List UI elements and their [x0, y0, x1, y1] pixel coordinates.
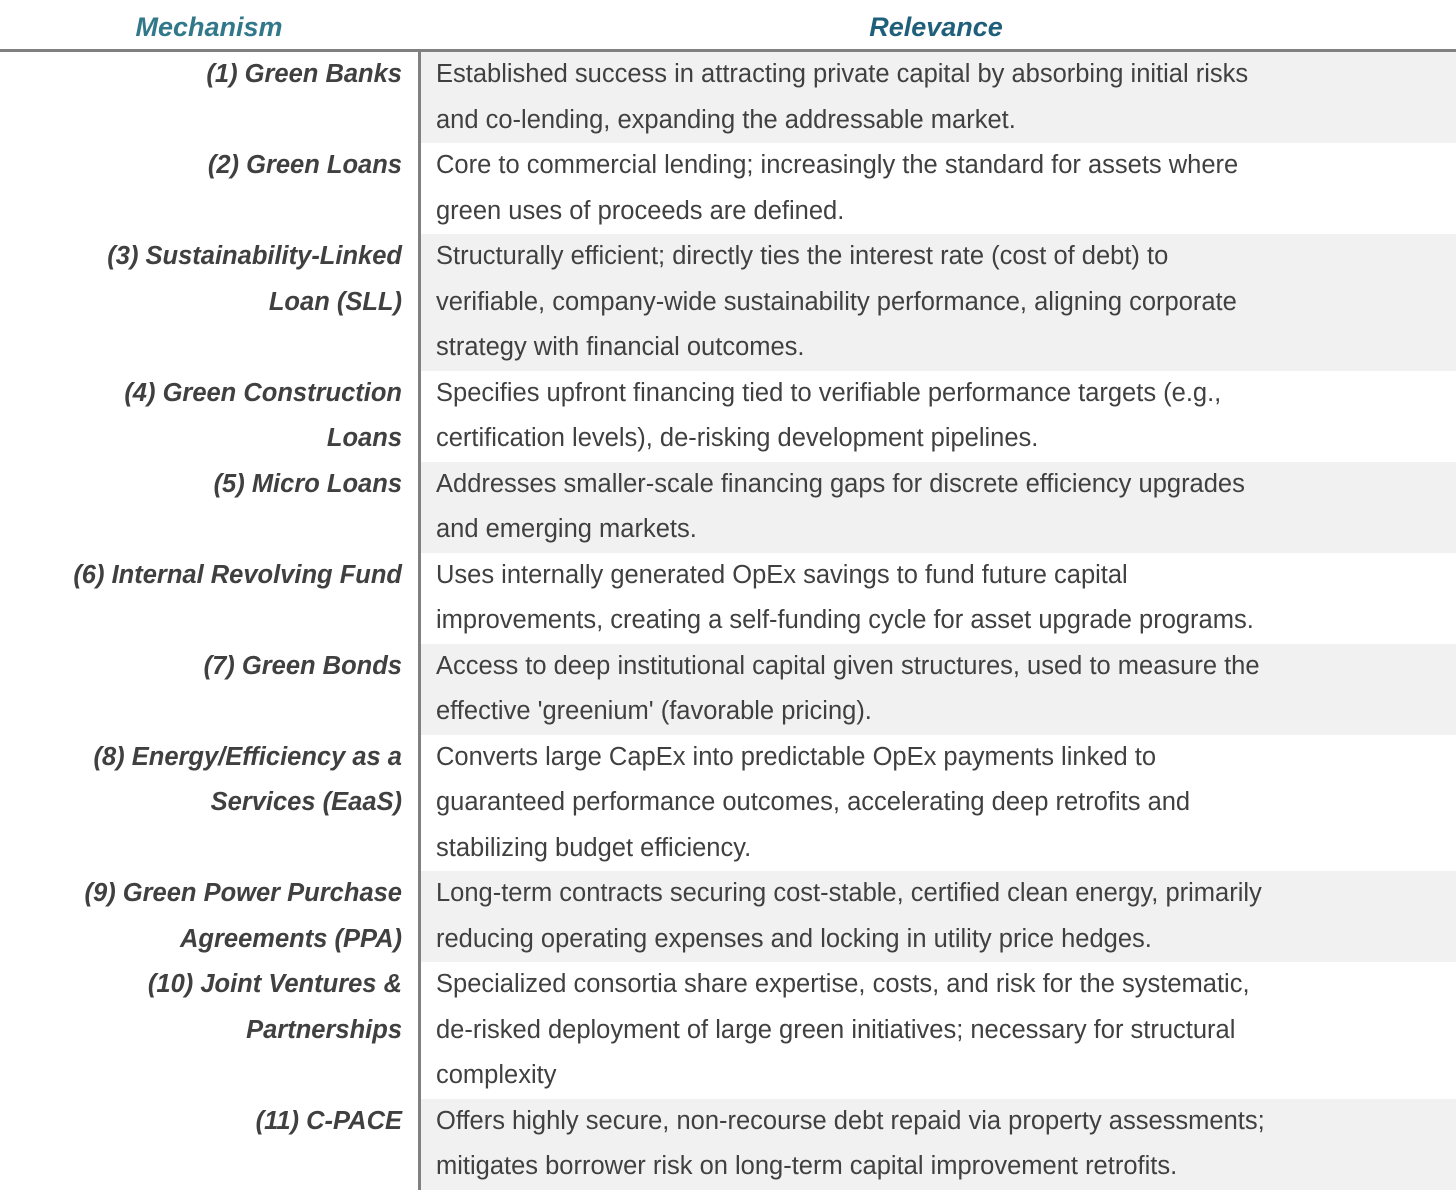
header-relevance: Relevance — [869, 12, 1003, 42]
relevance-cell — [421, 234, 1456, 371]
mechanism-line: Loan (SLL) — [268, 287, 402, 316]
relevance-line: and emerging markets. — [436, 515, 697, 543]
table-body — [0, 52, 1456, 1190]
relevance-cell — [421, 553, 1456, 644]
header-divider — [0, 49, 1456, 52]
relevance-line: Established success in attracting private capital by absorbing initial risks — [436, 60, 1249, 88]
mechanism-line: Agreements (PPA) — [180, 924, 402, 953]
mechanism-line: Services (EaaS) — [210, 788, 402, 816]
relevance-line: reducing operating expenses and locking in utility price hedges. — [436, 924, 1152, 953]
mechanism-line: Loans — [326, 424, 402, 452]
table-row — [0, 52, 1456, 143]
relevance-line: green uses of proceeds are defined. — [436, 196, 845, 225]
relevance-line: Converts large CapEx into predictable OpEx payments linked to — [436, 742, 1157, 771]
mechanism-line: (9) Green Power Purchase — [84, 879, 402, 907]
relevance-line: improvements, creating a self-funding cycle for asset upgrade programs. — [436, 606, 1254, 634]
mechanism-cell — [0, 553, 421, 644]
table-row — [0, 735, 1456, 872]
relevance-cell — [421, 962, 1456, 1099]
relevance-cell — [421, 1099, 1456, 1190]
relevance-line: Specialized consortia share expertise, costs, and risk for the systematic, — [436, 970, 1250, 998]
mechanism-cell — [0, 143, 421, 234]
relevance-line: Specifies upfront financing tied to verifiable performance targets (e.g., — [436, 378, 1222, 407]
mechanism-cell — [0, 1099, 421, 1190]
relevance-line: Access to deep institutional capital given structures, used to measure the — [436, 651, 1260, 680]
relevance-cell — [421, 871, 1456, 962]
relevance-line: Offers highly secure, non-recourse debt repaid via property assessments; — [436, 1106, 1265, 1135]
table-row — [0, 962, 1456, 1099]
mechanism-line: Partnerships — [246, 1015, 402, 1044]
table-header — [0, 0, 1456, 52]
relevance-line: Addresses smaller-scale financing gaps for discrete efficiency upgrades — [436, 469, 1245, 498]
relevance-line: and co-lending, expanding the addressable market. — [436, 105, 1016, 134]
mechanism-cell — [0, 462, 421, 553]
relevance-line: Core to commercial lending; increasingly the standard for assets where — [436, 151, 1239, 179]
mechanism-cell — [0, 735, 421, 872]
relevance-cell — [421, 371, 1456, 462]
mechanism-line: (4) Green Construction — [124, 378, 402, 407]
mechanism-line: (6) Internal Revolving Fund — [73, 560, 402, 589]
table-row — [0, 644, 1456, 735]
mechanism-cell — [0, 962, 421, 1099]
mechanism-line: (3) Sustainability-Linked — [107, 242, 402, 270]
mechanism-cell — [0, 52, 421, 143]
mechanism-cell — [0, 234, 421, 371]
mechanism-cell — [0, 371, 421, 462]
mechanism-cell — [0, 644, 421, 735]
relevance-cell — [421, 735, 1456, 872]
relevance-cell — [421, 52, 1456, 143]
relevance-line: Structurally efficient; directly ties the interest rate (cost of debt) to — [436, 242, 1169, 270]
header-mechanism: Mechanism — [135, 12, 283, 42]
relevance-line: certification levels), de-risking development pipelines. — [436, 424, 1039, 452]
mechanism-cell — [0, 871, 421, 962]
table-row — [0, 371, 1456, 462]
relevance-line: complexity — [436, 1061, 557, 1089]
relevance-line: effective 'greenium' (favorable pricing). — [436, 697, 872, 725]
mechanism-line: (8) Energy/Efficiency as a — [93, 742, 402, 771]
table-row — [0, 553, 1456, 644]
mechanism-line: (1) Green Banks — [206, 60, 402, 88]
table-row — [0, 462, 1456, 553]
relevance-cell — [421, 143, 1456, 234]
table-row — [0, 1099, 1456, 1190]
relevance-line: Long-term contracts securing cost-stable, certified clean energy, primarily — [436, 879, 1262, 907]
table-row — [0, 234, 1456, 371]
relevance-line: verifiable, company-wide sustainability performance, aligning corporate — [436, 287, 1237, 316]
table-row — [0, 871, 1456, 962]
relevance-cell — [421, 644, 1456, 735]
mechanism-line: (11) C-PACE — [255, 1106, 402, 1135]
relevance-line: stabilizing budget efficiency. — [436, 833, 752, 862]
table-row — [0, 143, 1456, 234]
mechanism-line: (2) Green Loans — [207, 151, 402, 179]
mechanism-line: (10) Joint Ventures & — [147, 970, 402, 998]
relevance-cell — [421, 462, 1456, 553]
mechanism-line: (7) Green Bonds — [203, 651, 402, 680]
relevance-line: strategy with financial outcomes. — [436, 333, 805, 361]
relevance-line: mitigates borrower risk on long-term capital improvement retrofits. — [436, 1152, 1178, 1180]
relevance-line: de-risked deployment of large green initiatives; necessary for structural — [436, 1015, 1236, 1044]
relevance-line: guaranteed performance outcomes, accelerating deep retrofits and — [436, 788, 1191, 816]
relevance-line: Uses internally generated OpEx savings to fund future capital — [436, 560, 1128, 589]
mechanism-line: (5) Micro Loans — [213, 469, 402, 498]
